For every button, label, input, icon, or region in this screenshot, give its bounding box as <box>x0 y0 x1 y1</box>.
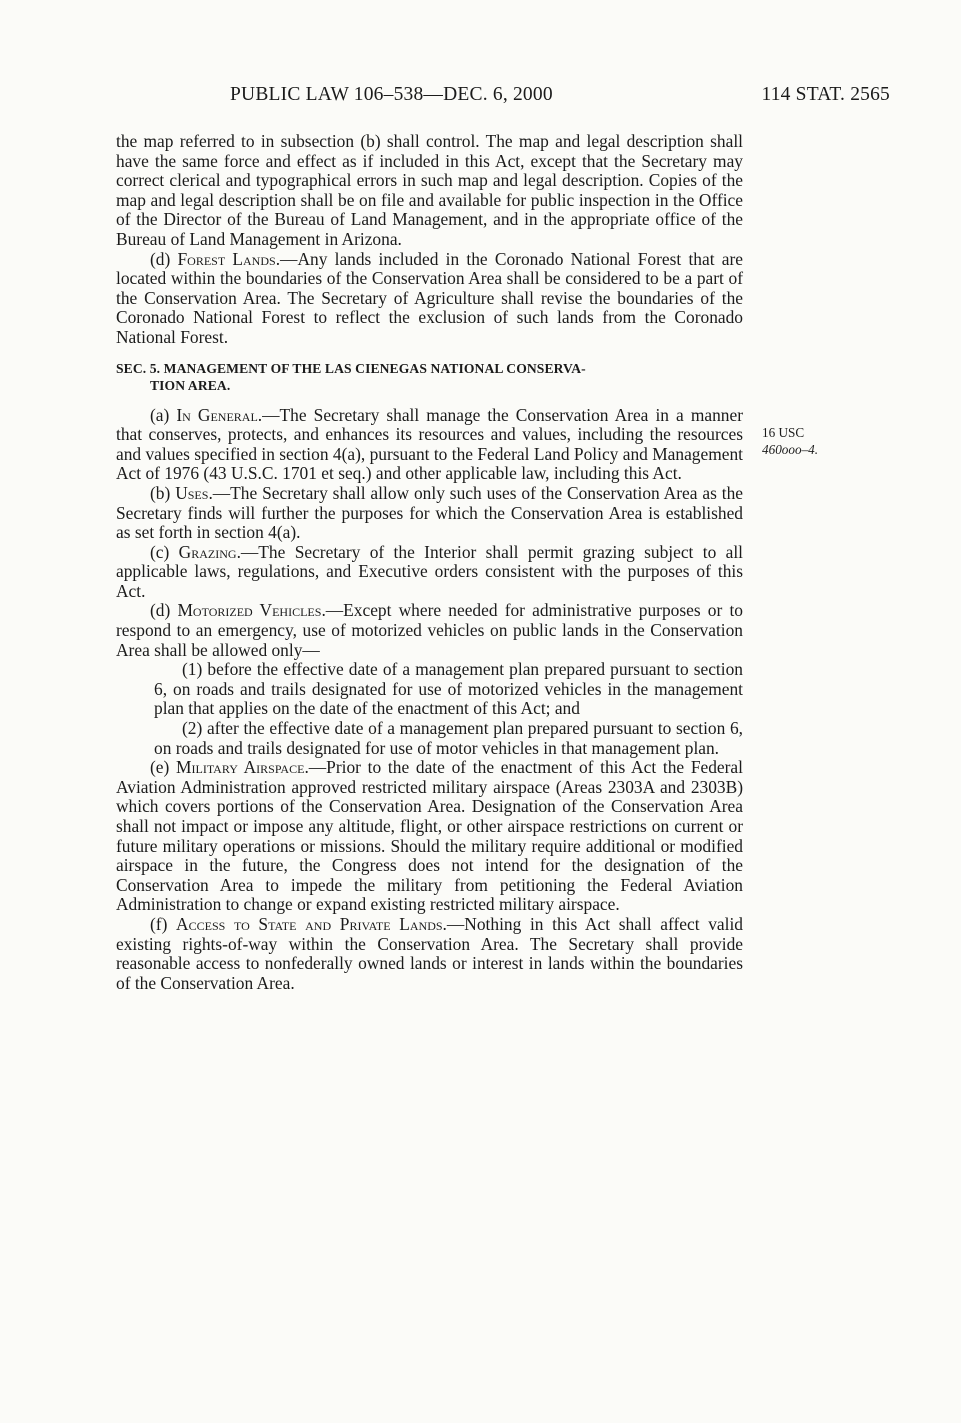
section-heading <box>116 360 743 394</box>
paragraph-continued: the map referred to in subsection (b) shall control. The map and legal description shall have the same force and effect as if included in this Act, except that the Secretary may correct clerical and typographical errors in such map and legal description. Copies of the map and legal description shall be on file and available for public inspection in the Office of the Director of the Bureau of Land Management, and in the appropriate office of the Bureau of Land Management in Arizona. <box>116 131 743 249</box>
section-heading-line1: SEC. 5. MANAGEMENT OF THE LAS CIENEGAS NATIONAL CONSERVA- <box>116 360 586 376</box>
subsection-label: (c) <box>150 541 179 562</box>
subsection-label: (f) <box>150 913 177 934</box>
subsection-text: .—Prior to the date of the enactment of this Act the Federal Aviation Administration approved restricted military airspace (Areas 2303A and 2303B) which covers portions of the Conservation Area. Designation of the Conservation Area shall not impact or impose any altitude, flight, or other airspace restrictions on current or future military operations or missions. Should the military require additional or modified airspace in the future, the Congress does not intend for the designation of the Conservation Area to impede the military from petitioning the Federal Aviation Administration to change or expand existing restricted military airspace. <box>116 757 743 915</box>
subsection-label: (e) <box>150 757 177 778</box>
subsection-heading: Grazing <box>178 541 237 562</box>
subsection-label: (d) <box>150 600 178 621</box>
subsection-a-in-general <box>116 406 743 484</box>
subsection-f-access <box>116 915 743 993</box>
paragraph-d-1: (1) before the effective date of a management plan prepared pursuant to section 6, on roads and trails designated for use of motorized vehicles in the management plan that applies on the date of the enactment of this Act; and <box>154 659 743 719</box>
subsection-label: (a) <box>150 404 177 425</box>
subsection-text: .—Nothing in this Act shall affect valid existing rights-of-way within the Conservation Area. The Secretary shall provide reasonable access to nonfederally owned lands or interest in lands within the boundaries of the Conservation Area. <box>116 913 743 993</box>
subsection-text: .—The Secretary of the Interior shall permit grazing subject to all applicable laws, regulations, and Executive orders consistent with the purposes of this Act. <box>116 541 744 601</box>
subsection-text: .—Any lands included in the Coronado National Forest that are located within the boundaries of the Conservation Area shall be considered to be a part of the Conservation Area. The Secretary of Agriculture shall revise the boundaries of the Coronado National Forest to reflect the exclusion of such lands from the Coronado National Forest. <box>116 248 743 347</box>
subsection-heading: Forest Lands <box>177 248 276 269</box>
subsection-heading: In General <box>176 404 258 425</box>
page-header <box>230 84 890 114</box>
subsection-heading: Uses <box>175 482 209 503</box>
running-title: PUBLIC LAW 106–538—DEC. 6, 2000 <box>230 84 553 105</box>
subsection-c-grazing <box>116 543 743 602</box>
subsection-heading: Motorized Vehicles <box>177 600 322 621</box>
margin-citation-line1: 16 USC <box>762 425 805 440</box>
statute-page-number: 114 STAT. 2565 <box>761 84 890 105</box>
subsection-b-uses <box>116 484 743 543</box>
subsection-e-military-airspace <box>116 758 743 915</box>
subsection-heading: Military Airspace <box>176 757 305 778</box>
subsection-label: (b) <box>150 482 176 503</box>
subsection-text: .—The Secretary shall allow only such uses of the Conservation Area as the Secretary finds will further the purposes for which the Conservation Area is established as set forth in section 4(a). <box>116 482 743 543</box>
subsection-d-motorized-vehicles <box>116 601 743 660</box>
subsection-text: .—The Secretary shall manage the Conservation Area in a manner that conserves, protects, and enhances its resources and values, including the resources and values specified in section 4(a), pursuant to the Federal Land Policy and Management Act of 1976 (43 U.S.C. 1701 et seq.) and other applicable law, including this Act. <box>116 404 743 484</box>
paragraph-d-2: (2) after the effective date of a management plan prepared pursuant to section 6, on roads and trails designated for use of motor vehicles in that management plan. <box>154 718 743 758</box>
margin-citation-line2: 460ooo–4. <box>762 442 819 457</box>
subsection-d-forest-lands <box>116 250 743 348</box>
page-body <box>116 132 743 993</box>
subsection-label: (d) <box>150 248 178 269</box>
subsection-text: .—Except where needed for administrative purposes or to respond to an emergency, use of motorized vehicles on public lands in the Conservation Area shall be allowed only— <box>116 600 743 660</box>
section-heading-line2: TION AREA. <box>150 377 231 393</box>
subsection-heading: Access to State and Private Lands <box>176 913 443 934</box>
margin-citation <box>762 424 852 458</box>
